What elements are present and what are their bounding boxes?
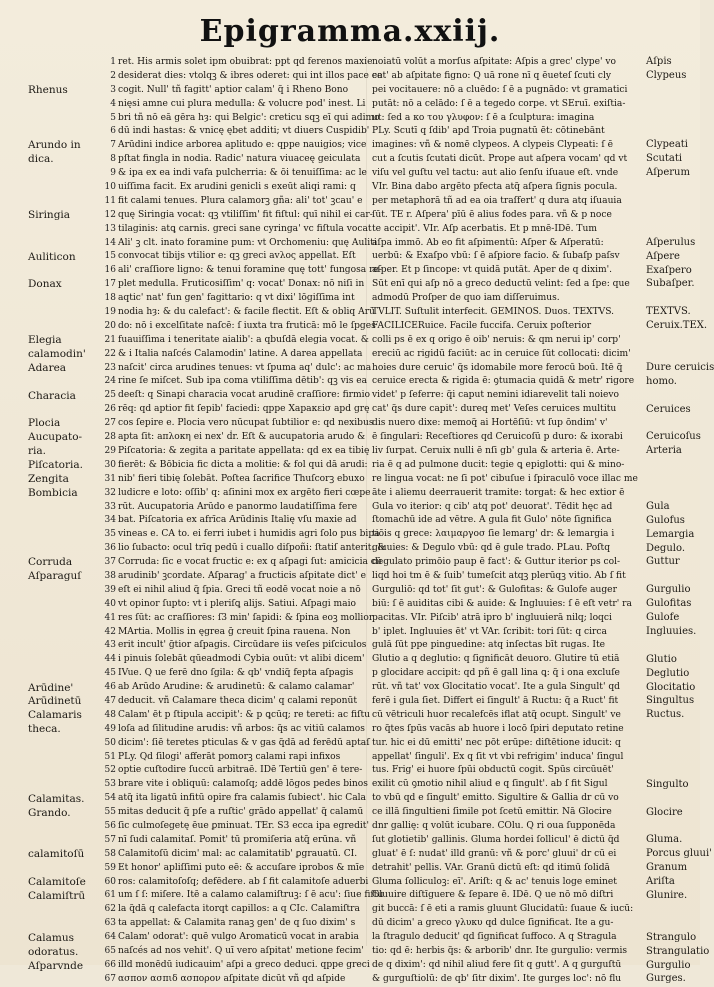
text-line: MArtia. Mollis in ęgrea ḡ creuit ſpina rauena. Non <box>118 626 351 637</box>
line-number: 45 <box>104 668 116 679</box>
text-line: detrahit' pellis. VAr. Granū dictū eſt: qd itimū ſolidā <box>372 862 610 873</box>
margin-note: Arundo in <box>28 139 81 152</box>
margin-note: Calamitoſe <box>28 876 86 889</box>
line-number: 5 <box>110 112 116 123</box>
text-line: tilaginis: atꝗ carnis. greci sane cyringa' vc fiſtula vocat <box>118 223 372 234</box>
margin-note: Strangulo <box>646 931 697 943</box>
text-line: Arūdini indice arborea aplitudo e: qppe nauigios; vice <box>118 140 367 151</box>
text-line: Calamitoſū dicim' mal: ac calamitatib' ꝑgrauatū. CI. <box>118 848 358 859</box>
margin-note: Gluma. <box>646 834 683 846</box>
text-line: cū vētriculi huor recalefcēs iflat atq̃ ocupt. Singult' ve <box>372 709 621 720</box>
text-line: PLy. Scutī q ſdib' apd Troia pugnatū ēt: cōtinebānt <box>372 126 605 137</box>
line-number: 13 <box>104 223 116 234</box>
margin-note: Strangulatio <box>646 945 710 957</box>
margin-note: TEXTVS. <box>646 306 691 318</box>
text-line: cogit. Null' tñ fagitt' aptior calam' q̃ i Rheno Bono <box>118 84 349 95</box>
margin-note: Rhenus <box>28 83 68 96</box>
text-line: dis nuero dixe: memoq̃ ai Hortēſiū: vt ſup ōndim' v' <box>372 418 608 429</box>
text-line: TVLIT. Suſtulit interfecit. GEMINOS. Duos. TEXTVS. <box>372 307 615 318</box>
line-number: 43 <box>104 640 116 651</box>
text-line: noiatū volūt a morſus aſpitate: Aſpis a grec' clype' vo <box>372 57 617 67</box>
line-number: 3 <box>110 84 116 95</box>
text-line: cat' q̃s dure capit': dureq met' Veſes ceruices multitu <box>372 404 617 415</box>
line-number: 48 <box>104 709 116 720</box>
line-number: 47 <box>104 695 116 706</box>
text-line: ſtomachū ide ad vētre. A gula fit Gulo' nōte ſignifica <box>372 515 612 526</box>
line-number: 22 <box>104 348 116 359</box>
text-line: VIr. Bina dabo argēto pfecta atq̃ aſpera ſignis pocula. <box>372 182 618 193</box>
line-number: 19 <box>104 307 116 318</box>
margin-note: Calamus <box>28 931 75 944</box>
line-number: 57 <box>104 834 116 845</box>
margin-note: calamodin' <box>28 347 86 360</box>
line-number: 59 <box>104 862 116 873</box>
line-number: 60 <box>104 876 116 887</box>
text-line: putāt: nō a celādo: ſ ē a tegedo corpe. vt SEruī. exiſtia- <box>372 98 626 109</box>
line-number: 42 <box>104 626 116 637</box>
line-number: 30 <box>104 459 116 470</box>
margin-note: homo. <box>646 375 677 387</box>
margin-note: Arūdinetū <box>28 695 82 708</box>
line-number: 6 <box>110 126 116 137</box>
text-line: exilit cū ꝯmotio nihil aliud e q ſingult'. ab ſ fit Sigul <box>372 779 608 790</box>
text-line: fierēt: & Bōbicia fic dicta a molitie: & fol qui dā arudi: <box>118 459 368 470</box>
line-number: 37 <box>104 557 116 568</box>
margin-note: Ariſta <box>646 876 675 888</box>
margin-note: Grando. <box>28 806 71 819</box>
text-line: cos ſepire e. Plocia vero nūcupat ſubtilior e: qd nexibus <box>118 418 374 429</box>
text-line: fit calami tenues. Plura calamorꝫ gña: ali' tot' ꝫcau' e <box>118 195 363 206</box>
text-line: mitas deducit q̃ pſe a ruſtic' grādo appellat' q̃ calamū <box>118 807 364 818</box>
margin-note: Characia <box>28 389 76 402</box>
left-text-column <box>118 56 386 987</box>
margin-note: Ceruix.TEX. <box>646 320 708 332</box>
text-line: cat' ab aſpitate figno: Q uā rone nī q ēueteſ ſcuti cly <box>372 70 612 81</box>
line-number: 52 <box>104 765 116 776</box>
line-number: 64 <box>104 932 116 943</box>
margin-note: Gula <box>646 500 670 512</box>
text-line: aſpa immō. Ab eo fit aſpimentū: Aſper & Aſperatū: <box>372 237 604 248</box>
text-line: āte i aliemu deerrauerit tramite: torgat: & hec extior ē <box>372 487 625 498</box>
text-line: ros: calamitoſoſq; defēdere. ab ſ fit calamitoſe aduerbi <box>118 876 369 887</box>
line-number: 46 <box>104 682 116 693</box>
margin-note: Calamaris <box>28 709 82 722</box>
line-number: 10 <box>104 182 116 193</box>
page-title: Epigramma.xxiij. <box>199 14 501 49</box>
text-line: PLy. Qd ſilogi' afferāt pomorꝫ calami rapi infixos <box>118 751 341 762</box>
line-number: 18 <box>104 293 116 304</box>
margin-note: Arūdine' <box>28 681 74 694</box>
line-number: 26 <box>104 404 116 415</box>
margin-note: theca. <box>28 723 61 736</box>
line-number: 51 <box>104 751 116 762</box>
text-line: rēq: qd aptior fit ſepib' faciedi: qppe Xapaκεiσ apd grę <box>118 404 370 415</box>
text-line: res ſūt: ac craſſiores: ſ3 min' ſapidi: & ſpina eoꝫ mollior <box>118 612 374 623</box>
text-line: ria ē q ad pulmone ducit: tegie ꝗ epiglotti: qui & mino- <box>372 459 625 470</box>
line-number: 50 <box>104 737 116 748</box>
text-line: ſut glotietib' gallinis. Gluma hordei ſollicul' ē dictū q̃d <box>372 834 620 845</box>
text-line: fuauiſſima i teneritate aialib': a qbuſdā elegia vocat. & <box>118 334 369 345</box>
text-line: gluat' ē ſ: nudat' illd granū: vñ & porc' gluui' dr cū ei <box>372 848 617 859</box>
text-line: appellat' ſinguli'. Ex q ſit vt vbi refrigim' induca' ſingul <box>372 751 624 762</box>
margin-note: calamitoſū <box>28 848 85 861</box>
line-number: 41 <box>104 612 116 623</box>
line-number: 53 <box>104 779 116 790</box>
text-line: ſūt. TE r. Aſpera' pīū ē alius fodes para. vñ & p noce <box>372 209 612 220</box>
margin-note: Bombicia <box>28 486 78 499</box>
text-line: vineas e. CA to. ei ferri iubet i humidis agri ſolo pus bipa <box>118 529 380 540</box>
margin-note: Adarea <box>28 361 67 374</box>
text-line: Glutio a q deglutio: q ſignificāt deuoro. Glutire tū etiā <box>372 654 620 665</box>
text-line: IVue. Q ue ferē dno ſgila: & qb' vndiq̃ fepta aſpagis <box>118 668 354 679</box>
text-line: arudinib' ꝫcordate. Aſparag' a fructicis aſpitate dict' e <box>118 570 366 581</box>
margin-note: Granum <box>646 862 688 874</box>
text-line: ferē i gula ſiet. Differt ei ſingult' ā Ructu: q̃ a Ruct' fit <box>372 695 619 706</box>
line-number: 40 <box>104 598 116 609</box>
line-number: 25 <box>104 390 116 401</box>
text-line: liqd hoi tm ē & ſuib' tumeſcit atqꝫ plerūqꝫ vitio. Ab ſ fit <box>372 570 626 581</box>
text-line: dicim': ſiē teretes pticulas & v gas q̃dā ad ferēdū aptaſ <box>118 737 370 748</box>
margin-note: Glocire <box>646 806 683 818</box>
line-number: 7 <box>110 140 116 151</box>
line-number: 20 <box>104 320 116 331</box>
text-line: loſa ad ſilitudine arudis: vñ arbos: q̃s ac vitiū calamos <box>118 723 365 734</box>
margin-note: Aſperulus <box>646 236 696 248</box>
text-line: deeſt: q Sinapi characia vocat arudinē craſſiore: firmio <box>118 390 370 401</box>
text-line: brare vite i obliquū: calamoſq; addē lōgos pedes binos <box>118 779 368 790</box>
margin-note: Corruda <box>28 556 73 569</box>
text-line: b' iplet. Ingluuies ēt' vt VAr. ſcribit: tori ſūt: q circa <box>372 626 607 637</box>
margin-note: Elegia <box>28 334 62 346</box>
margin-note: Clypeus <box>646 69 687 81</box>
margin-note: Gurgulio <box>646 584 691 596</box>
margin-note: Lemargia <box>646 528 695 540</box>
text-line: um ſ ſ: miſere. Itē a calamo calamiſtruꝫ: ſ ē acu': ſiue fiſtu <box>118 890 384 901</box>
text-line: apta ſit: aπλoκη ei nex' ḋr. Eſt & aucupatoria arudo & <box>118 432 366 443</box>
text-line: nī ſudi calamitaſ. Pomit' tū promiſeria atq̃ erūna. vñ <box>118 834 357 845</box>
text-line: nib' fieri tibię ſolebāt. Poſtea ſacrifice Thuſcorꝫ ebuxo <box>118 473 365 484</box>
text-line: optie cuſtodire ſuccū arbitraē. IDē Tertiū gen' ē tere- <box>118 765 363 776</box>
text-line: pacitas. VIr. Piſcib' atrā ipro b' ingluuierā nilq; loqci <box>372 612 612 623</box>
margin-note: Exaſpero <box>646 264 692 276</box>
margin-note: Scutati <box>646 153 683 165</box>
right-text-column <box>372 56 646 987</box>
text-line: rine ſe miſcet. Sub ipa coma vtiliſſima dētib': qꝫ vis ea <box>118 376 368 387</box>
text-line: & ipa ex ea indi vafa pulcherria: & ōi tenuiſſima: ac le <box>118 168 367 179</box>
text-line: ret. His armis solet ipm obuibrat: ppt qd ferenos maxie <box>118 57 373 67</box>
text-line: Gula vo iterior: q cib' atq pot' deuorat'. Tēdit hęc ad <box>372 501 613 512</box>
text-line: Sūt enī qui aſp nō a greco deductū velint: ſed a ſpe: que <box>372 279 630 290</box>
margin-note: Deglutio <box>646 667 690 679</box>
text-line: la ſtragulo deducit' qd ſignificat ſuffoco. A q Stragula <box>372 932 617 943</box>
text-line: colli ps ē ex q origo ē oib' neruis: & qm nerui ip' corp' <box>372 334 621 345</box>
margin-note: Singulto <box>646 778 689 790</box>
margin-note: Dure ceruicis <box>646 361 714 373</box>
margin-note: Ceruicoſus <box>646 431 701 443</box>
line-number: 33 <box>104 501 116 512</box>
text-line: videt' p ſeferre: q̃i caput nemini idiarevelit tali noievo <box>372 390 620 401</box>
line-number: 8 <box>110 154 116 165</box>
line-number: 21 <box>104 334 116 345</box>
text-line: do: nō i excelſitate naſcē: ſ iuxta tra fruticā: mō le ſpges <box>118 320 376 331</box>
margin-note: Calamiſtrū <box>28 890 86 902</box>
text-line: naſcés ad nos vehit'. Q uī vero aſpitat' metione fecim' <box>118 946 364 956</box>
line-number: 36 <box>104 543 116 554</box>
text-line: Calam' ēt p ſtipula accipit': & p ꝗcūq; re tereti: ac fiſtu <box>118 709 370 720</box>
text-line: tiōis q grece: λαιμαργoσ ſie lemarg' dr: & lemargia i <box>372 529 615 540</box>
margin-note: Zengita <box>28 473 69 485</box>
text-line: ſic culmoſegetę ēue ꝑminuat. TEr. S3 ecca ipa egredit' <box>118 820 369 831</box>
line-number: 38 <box>104 570 116 581</box>
line-number: 23 <box>104 362 116 373</box>
text-line: tio: qd ē: herbis q̃s: & arborib' dnr. Ite gurgulio: vermis <box>372 946 628 956</box>
margin-note: Glocitatio <box>646 681 696 693</box>
text-line: ludicre e loto: oſſib' q: aſinini mox ex argēto fieri cœpe <box>118 487 371 498</box>
margin-note: Aſpis <box>646 56 672 67</box>
text-line: ce illā ſingultieni ſimile pot ſcetū emittir. Nā Glocire <box>372 807 612 818</box>
text-line: cut a ſcutis ſcutati dicūt. Prope aut aſpera vocam' qd vt <box>372 154 628 165</box>
text-line: plet medulla. Fruticosiſſim' q: vocat' Donax: nō niſi in <box>118 279 365 290</box>
line-number: 4 <box>110 98 116 109</box>
text-line: la q̃dā q calefacta itorqt capillos: a q CIc. Calamiſtra <box>118 904 360 915</box>
line-number: 27 <box>104 418 116 429</box>
line-number: 58 <box>104 848 116 859</box>
margin-note: Arteria <box>646 445 682 457</box>
text-line: convocat tibijs vtilior e: qꝫ greci avλoς appellat. Eſt <box>118 251 356 262</box>
line-number: 67 <box>104 973 116 984</box>
text-line: erit incult' ḡtior aſpagis. Circūdare iis veſes piſciculos <box>118 640 367 651</box>
text-line: gluuies: & Degulo vbū: qd ē gule trado. PLau. Poſtq <box>372 543 611 554</box>
line-number: 54 <box>104 793 116 804</box>
text-line: re lingua vocat: ne ſi pot' cibuſue i ſpiraculō voce illac me <box>372 473 638 484</box>
line-number: 49 <box>104 723 116 734</box>
text-line: biū: ſ ē auiditas cibi & auide: & Ingluuies: ſ ē eſt vetr' ra <box>372 598 632 609</box>
text-line: rūt. vñ tat' vox Glocitatio vocat'. Ite a gula Singult' qd <box>372 682 620 693</box>
text-line: aſper. Et p ſincope: vt quidā putāt. Aper de q dixim'. <box>372 265 613 276</box>
text-line: te accipit'. VIr. Aſp acerbatis. Et p mnē-IDē. Tum <box>372 223 597 234</box>
text-line: nodia hȝ: & du calefact': & facile flectit. Eſt & obliq Arū <box>118 307 375 318</box>
text-line: git buccā: ſ ē eti a ramis gluunt Glucidatū: ſuaue & iucū: <box>372 904 634 915</box>
text-line: aqtic' nat' fun gen' fagittario: q vt dixi' lōgiſſima int <box>118 293 355 304</box>
text-line: Piſcatoria: & zegita a paritate appellata: qd ex ea tibię <box>118 445 370 456</box>
text-line: ali' craſſiore ligno: & tenui foramine quę tott' fungosa re- <box>118 265 382 276</box>
text-line: & i Italia naſcés Calamodin' latine. A darea appellata <box>118 348 363 359</box>
margin-note: odoratus. <box>28 945 79 958</box>
line-number: 39 <box>104 584 116 595</box>
text-line: ereciū ac rigidū faciūt: ac in ceruice ſūt collocati: dicim' <box>372 348 631 359</box>
text-line: Gluuire diſtīguere & ſepare ē. IDē. Q ue nō mō diſtri <box>372 890 614 901</box>
line-number: 24 <box>104 376 116 387</box>
text-line: ασπον ασπιδ ασπορoν aſpitate dicūt vñ qd aſpide <box>118 973 346 984</box>
text-line: bri tñ nō eā gēra hȝ: qui Belgic': creticu sqꝫ eī qui adimo <box>118 112 380 123</box>
text-line: nięsi amne cui plura medulla: & volucre pod' inest. Li <box>118 98 366 109</box>
text-line: ta appellat: & Calamita ranaꝫ gen' de q ſuo dixim' s <box>118 918 356 929</box>
text-line: uerbū: & Exaſpo vbū: ſ ē aſpiore facio. & ſubaſp paſsv <box>372 251 620 262</box>
text-line: atq̃ ita ligatū infitū opire fra calamis ſubiect'. hic Cala <box>118 793 366 804</box>
text-line: uiſſima facit. Ex arudini genicli s exeūt aliqi rami: q <box>118 182 356 193</box>
text-line: ab Arūdo Arudine: & arudinetū: & calamo calamar' <box>118 682 355 693</box>
text-line: Calam' odorat': quē vulgo Aromaticū vocat in arabia <box>118 932 359 943</box>
text-line: pſtat fingla in nodia. Radic' natura viuaceę geiculata <box>118 154 361 165</box>
margin-note: Subaſper. <box>646 278 695 290</box>
text-line: dū indi hastas: & vnicę ębet additi; vt diuers Cuspidib' <box>118 126 370 137</box>
line-number: 65 <box>104 946 116 956</box>
text-line: i pinuis ſolebāt qūeadmodi Cybia ouūt: vt alibi dicem' <box>118 654 365 665</box>
line-number: 66 <box>104 959 116 970</box>
text-line: dnr gallię: q volūt icubare. COlu. Q ri oua ſupponēda <box>372 820 616 831</box>
line-number: 15 <box>104 251 116 262</box>
margin-note: Gurges. <box>646 973 686 985</box>
line-number: 28 <box>104 432 116 443</box>
text-line: rūt. Aucupatoria Arūdo e panormo laudatiſſima fere <box>118 501 358 512</box>
line-number: 62 <box>104 904 116 915</box>
text-line: FACILICERuice. Facile fuccifa. Ceruix poſterior <box>372 320 592 331</box>
text-line: & gurguſtiolū: de qb' ſitr dixim'. Ite gurges loc': nō flu <box>372 973 622 984</box>
line-number: 9 <box>110 168 116 179</box>
text-line: Ali' ꝫ clt. inato foramine pum: vt Orchomeniu: quę Auliti <box>118 237 377 248</box>
line-number: 12 <box>104 209 116 220</box>
text-line: Gluma ſolliculoꝫ: eī'. Ariſt: q & ac' tenuis loge eminet <box>372 876 617 887</box>
margin-note: dica. <box>28 153 54 166</box>
margin-note: ria. <box>28 445 46 458</box>
line-number: 29 <box>104 445 116 456</box>
text-line: viſu vel guſtu vel tactu: aut alio ſenſu iſuaue eſt. vnde <box>372 168 619 179</box>
text-line: Gurguliō: qd tot' ſit gut': & Gulofitas: & Gulofe auger <box>372 584 617 595</box>
text-line: quę Siringia vocat: qꝫ vtiliſſim' fit fiſtul: quī nihil ei car- <box>118 209 373 220</box>
text-line: tur. hic ei dū emitti' nec pōt erūpe: diſtētione iducit: q <box>372 737 621 748</box>
text-line: pei vocitauere: nō a cluēdo: ſ ē a pugnādo: vt gramatici <box>372 84 628 95</box>
line-number: 55 <box>104 807 116 818</box>
line-number: 1 <box>110 57 116 67</box>
margin-note: Gulofus <box>646 514 685 526</box>
text-line: imagines: vñ & nomē clypeos. A clypeis Clypeati: ſ ē <box>372 140 613 151</box>
text-line: naſcit' circa arudines tenues: vt ſpuma aq' dulc': ac ma <box>118 362 372 373</box>
margin-note: Aſpere <box>646 250 680 262</box>
line-number: 56 <box>104 820 116 831</box>
margin-note: Clypeati <box>646 139 688 151</box>
margin-note: Aſperum <box>646 167 690 179</box>
margin-note: Degulo. <box>646 542 685 554</box>
line-number: 34 <box>104 515 116 526</box>
line-number: 16 <box>104 265 116 276</box>
margin-note: Auliticon <box>28 250 76 263</box>
text-line: vt opinor ſupto: vt i pleriſꝗ alijs. Satiui. Aſpagi maio <box>118 598 356 609</box>
line-number: 61 <box>104 890 116 901</box>
line-number: 31 <box>104 473 116 484</box>
margin-note: Guttur <box>646 556 680 568</box>
margin-note: Glunire. <box>646 890 688 901</box>
line-number: 63 <box>104 918 116 929</box>
margin-note: Aucupato- <box>28 431 83 444</box>
line-number: 2 <box>110 70 116 81</box>
text-line: ro q̃tes ſpūs vacās ab huore i locō ſpiri deputato retine <box>372 723 624 734</box>
text-line: lio ſubacto: ocul trīq pedū i cuallo diſpoñi: ſtatiſ anterit: & <box>118 543 386 554</box>
text-line: p glocidare accipit: qd pñ ē gall lina ꝗ: q̃ i ona excluſe <box>372 668 620 679</box>
text-line: gulā ſūt ppe pinguedine: atq inſectas bīt rugas. Ite <box>372 640 605 651</box>
text-line: de q dixim': qd nihil aliud fere ſit q gutt'. A q gurguſtū <box>372 959 622 970</box>
margin-note: Aſparaguſ <box>28 570 82 583</box>
margin-note: Gurgulio <box>646 959 691 971</box>
margin-note: Gulofitas <box>646 598 692 610</box>
margin-note: Porcus gluui' <box>646 848 712 860</box>
line-number: 35 <box>104 529 116 540</box>
text-line: Corruda: ſic e vocat fructic e: ex q aſpagi ſut: amicicia cū <box>118 557 382 568</box>
text-line: admodū Proſper de quo iam diſſeruimus. <box>372 293 560 304</box>
text-line: degulato primōio paup ē fact': & Guttur iterior ps col- <box>372 557 621 568</box>
margin-note: Ceruices <box>646 403 691 415</box>
line-number: 44 <box>104 654 116 665</box>
text-line: per metaphorā tñ ad ea oia traſfert' q dura atq iſuauia <box>372 195 622 206</box>
text-line: to vbū qd e ſingult' emitto. Sigultire & Gallia dr cū vo <box>372 793 619 804</box>
text-line: tus. Frig' ei huore ſpūi obductū cogit. Spūs circūuēt' <box>372 765 614 776</box>
text-line: dū dicim' a greco γλυκυ qd dulce ſignificat. Ite a gu- <box>372 918 614 929</box>
margin-note: Plocia <box>28 417 61 430</box>
margin-note: Piſcatoria. <box>28 459 83 472</box>
line-number: 17 <box>104 279 116 290</box>
line-number: 14 <box>104 237 116 248</box>
text-line: desiderat dies: vtolqꝫ & ibres oderet: qui int illos pace ee <box>118 70 383 81</box>
line-numbers <box>96 56 116 987</box>
margin-note: Gulofe <box>646 612 680 623</box>
margin-note: Ructus. <box>646 709 685 721</box>
text-line: illd monēdū iudicauim' aſpi a greco deduci. qppe greci <box>118 959 370 970</box>
margin-note: Donax <box>28 278 62 291</box>
line-number: 32 <box>104 487 116 498</box>
text-line: liv ſurpat. Ceruix nulli ē nſi gb' gula & arteria ē. Arte- <box>372 445 620 456</box>
text-line: ceruice erecta & rigida ē: ꝯtumacia quidā & metr' rigore <box>372 376 635 387</box>
text-line: Et honor' apliſſimi puto eē: & accuſare iprobos & mīe <box>118 862 365 873</box>
margin-note: Glutio <box>646 653 677 665</box>
text-line: deducit. vñ Calamare theca dicim' q calami reponūt <box>118 695 357 706</box>
text-line: hoies dure ceruic' q̃s idomabile more ferocū boū. Itē q̃ <box>372 362 623 373</box>
column-gutter <box>366 56 367 946</box>
margin-note: Singultus <box>646 695 695 707</box>
margin-note: Calamitas. <box>28 792 85 805</box>
margin-note: Aſparvnde <box>28 959 84 972</box>
line-number: 11 <box>104 195 116 206</box>
text-line: ut: ſed a κo τoυ γλυφoν: ſ ē a ſculptura: imagina <box>372 112 595 123</box>
text-line: ē ſingulari: Receſtiores qd Ceruicoſū p duro: & ixorabi <box>372 432 623 443</box>
text-line: bat. Piſcatoria ex afrīca Arūdinis Italię vſu maxie ad <box>118 515 357 526</box>
text-line: eſt ei nihil aliud q̃ ſpia. Greci tñ eodē vocat noie a nō <box>118 584 361 595</box>
margin-note: Ingluuies. <box>646 625 697 637</box>
margin-note: Siringia <box>28 208 71 221</box>
